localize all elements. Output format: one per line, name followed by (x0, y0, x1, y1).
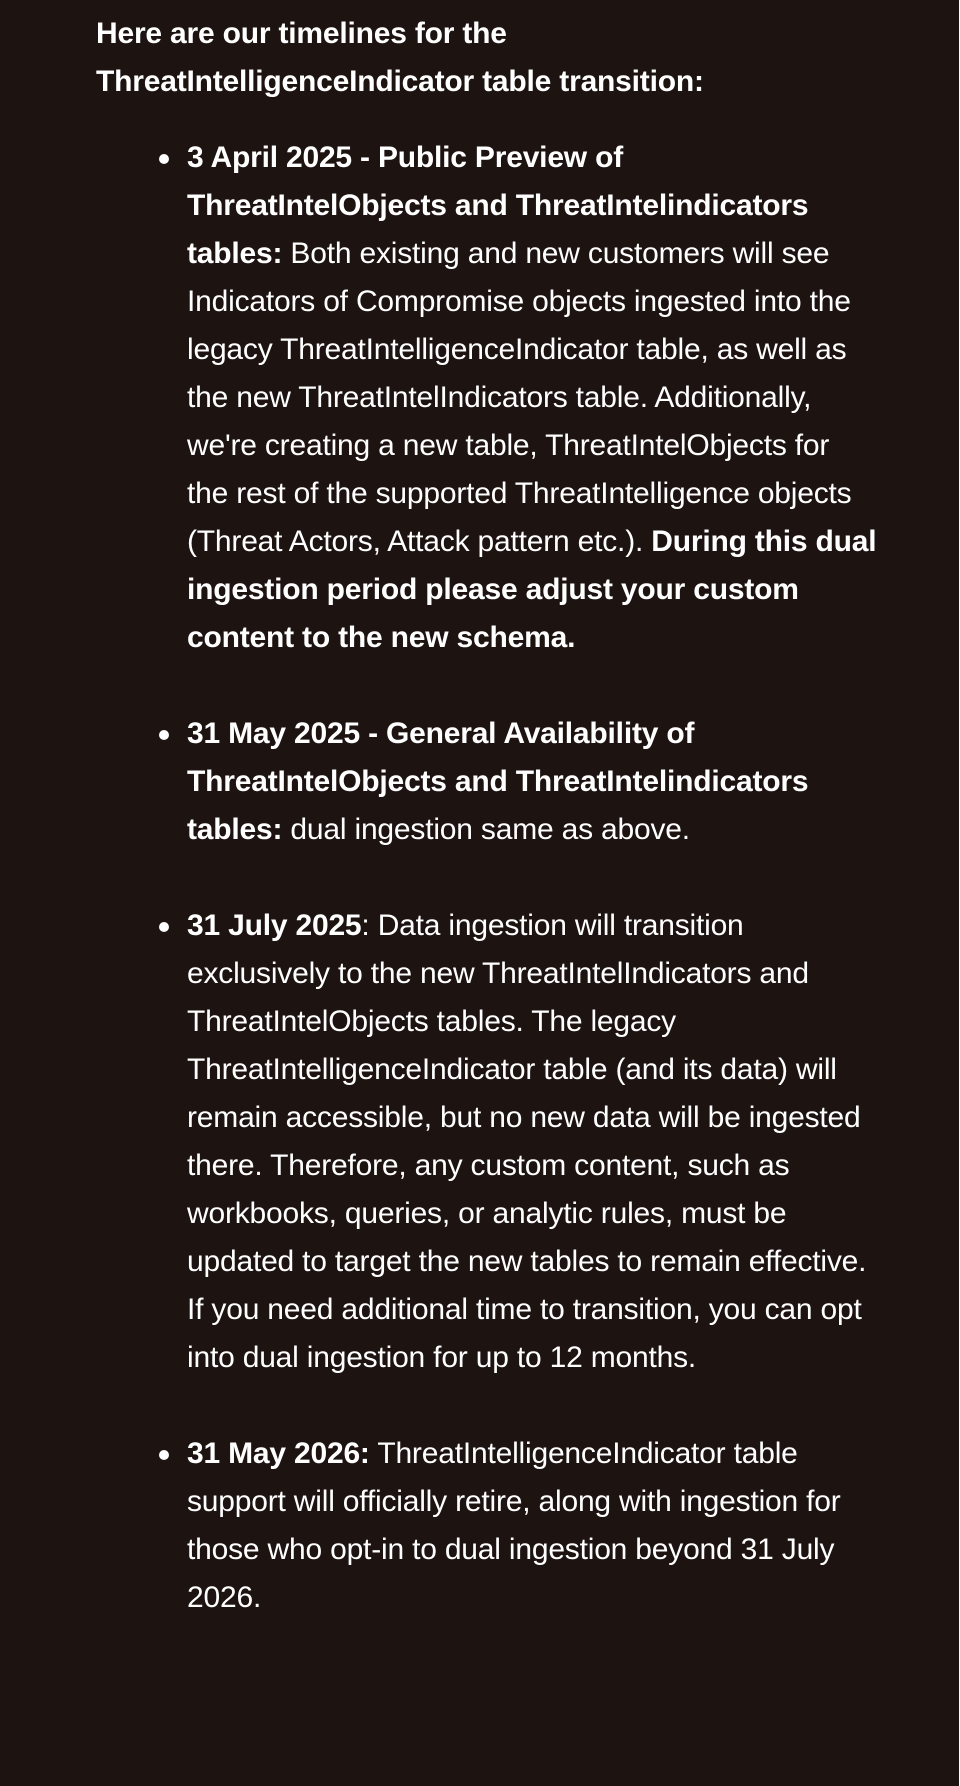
timeline-item-body: Both existing and new customers will see Indicators of Compromise objects ingested into the legacy ThreatIntelligenceIndicator table, as well as the new ThreatIntelIndicators table. Additionally, we're creating a new table, ThreatIntelObjects for the rest of the supported ThreatIntelligence objects (Threat Actors, Attack pattern etc.). (187, 237, 852, 558)
timeline-item-emphasis: During this dual ingestion period please adjust your custom content to the new schema. (187, 525, 877, 654)
timeline-item-april-2025 (187, 134, 877, 662)
intro-line-2: ThreatIntelligenceIndicator table transition: (96, 65, 704, 98)
timeline-item-heading: 31 July 2025 (187, 909, 362, 942)
timeline-item-heading: 31 May 2026: (187, 1437, 370, 1470)
timeline-item-july-2025 (187, 902, 877, 1382)
timeline-item-heading: 3 April 2025 - Public Preview of ThreatIntelObjects and ThreatIntelindicators tables: (187, 141, 809, 270)
timeline-item-body: dual ingestion same as above. (282, 813, 690, 846)
timeline-item-heading: 31 May 2025 - General Availability of ThreatIntelObjects and ThreatIntelindicators tables: (187, 717, 809, 846)
timeline-item-body: ThreatIntelligenceIndicator table support will officially retire, along with ingestion for those who opt-in to dual ingestion beyond 31 July 2026. (187, 1437, 841, 1614)
timeline-article (96, 10, 876, 1622)
timeline-intro (96, 10, 876, 106)
timeline-list (96, 134, 876, 1622)
bullet-icon (159, 730, 169, 740)
timeline-item-body: : Data ingestion will transition exclusively to the new ThreatIntelIndicators and ThreatIntelObjects tables. The legacy ThreatIntelligenceIndicator table (and its data) will remain accessible, but no new data will be ingested there. Therefore, any custom content, such as workbooks, queries, or analytic rules, must be updated to target the new tables to remain effective. If you need additional time to transition, you can opt into dual ingestion for up to 12 months. (187, 909, 867, 1374)
bullet-icon (159, 1450, 169, 1460)
bullet-icon (159, 922, 169, 932)
timeline-item-may-2025 (187, 710, 877, 854)
bullet-icon (159, 154, 169, 164)
timeline-item-may-2026 (187, 1430, 877, 1622)
intro-line-1: Here are our timelines for the (96, 17, 507, 50)
